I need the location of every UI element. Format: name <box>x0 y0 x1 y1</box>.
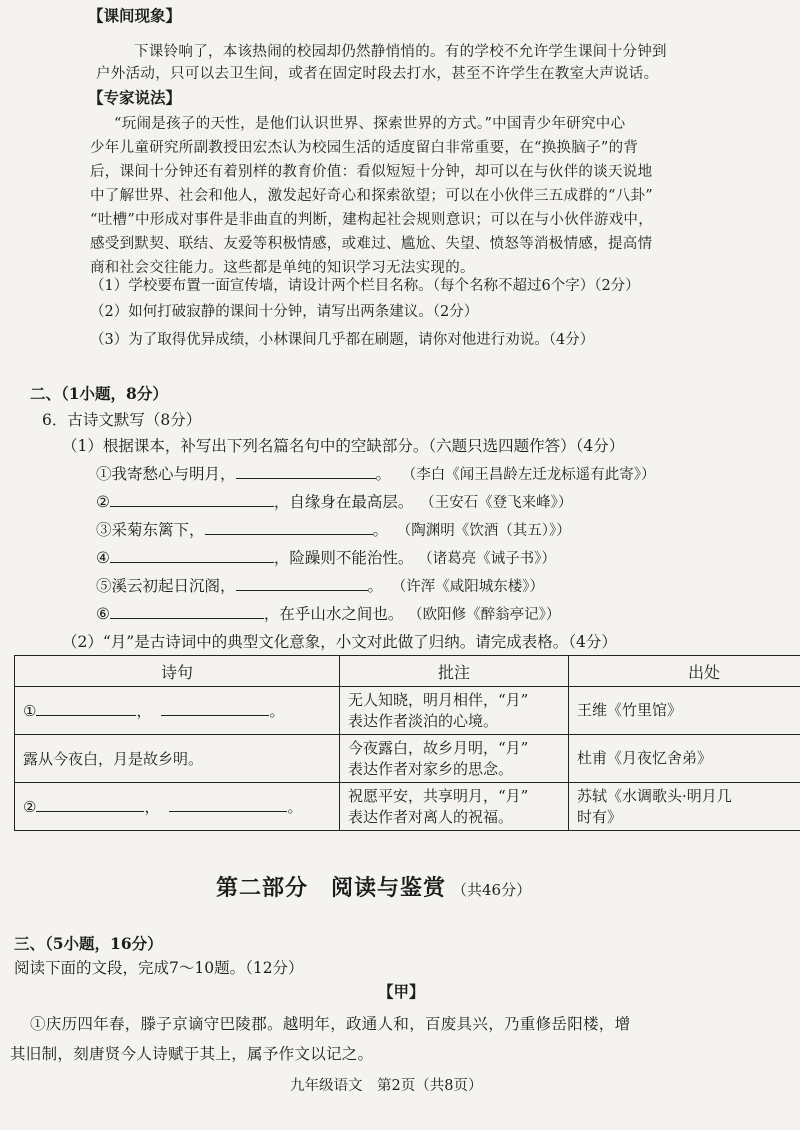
expert-line-5: “吐槽”中形成对事件是非曲直的判断，建构起社会规则意识；可以在与小伙伴游戏中， <box>90 212 654 228</box>
header-note: 批注 <box>340 656 569 687</box>
note-line: 无人知晓，明月相伴，“月” <box>348 690 529 709</box>
poem-item-prefix: ①我寄愁心与明月， <box>96 465 236 483</box>
source-line: 苏轼《水调歌头·明月几 <box>577 786 732 805</box>
expert-line-6: 感受到默契、联结、友爱等积极情感，或难过、尴尬、失望、愤怒等消极情感，提高情 <box>90 236 653 252</box>
expert-line-1: “玩闹是孩子的天性，是他们认识世界、探索世界的方式。”中国青少年研究中心 <box>114 116 626 132</box>
note-cell <box>340 783 569 831</box>
passage-line-1: ①庆历四年春，滕子京谪守巴陵郡。越明年，政通人和，百废具兴，乃重修岳阳楼，增 <box>30 1015 631 1033</box>
question-6-sub1: （1）根据课本，补写出下列名篇名句中的空缺部分。（六题只选四题作答）（4分） <box>62 437 625 455</box>
poem-item-source: （陶渊明《饮酒（其五）》） <box>404 523 571 539</box>
answer-blank[interactable] <box>36 701 136 716</box>
poem-item-suffix: 。 <box>367 577 384 595</box>
expert-line-2: 少年儿童研究所副教授田宏杰认为校园生活的适度留白非常重要，在“换换脑子”的背 <box>90 140 639 156</box>
poem-item-source: （王安石《登飞来峰》） <box>427 495 573 511</box>
passage-line-2: 其旧制，刻唐贤今人诗赋于其上，属予作文以记之。 <box>10 1045 374 1063</box>
answer-blank[interactable] <box>36 797 144 812</box>
poem-item-1 <box>96 464 656 485</box>
verse-cell <box>15 687 340 735</box>
poem-item-source: （欧阳修《醉翁亭记》） <box>415 607 561 623</box>
answer-blank[interactable] <box>205 520 373 535</box>
note-line: 今夜露白，故乡月明，“月” <box>348 738 529 757</box>
section-2-header: 二、（1小题，8分） <box>30 384 168 403</box>
question-1: （1）学校要布置一面宣传墙，请设计两个栏目名称。（每个名称不超过6个字）（2分） <box>90 278 640 294</box>
poem-item-prefix: ② <box>96 493 110 511</box>
answer-blank[interactable] <box>110 604 264 619</box>
section-3-header: 三、（5小题，16分） <box>14 934 163 953</box>
source-line: 杜甫《月夜忆舍弟》 <box>577 749 713 767</box>
verse-number: ② <box>23 798 37 816</box>
poem-item-suffix: ，在乎山水之间也。 <box>263 605 404 623</box>
table-row <box>15 687 800 735</box>
table-row <box>15 735 800 783</box>
poem-item-prefix: ③采菊东篱下， <box>96 521 205 539</box>
label-jia: 【甲】 <box>378 982 425 1001</box>
answer-blank[interactable] <box>236 464 376 479</box>
heading-expert: 【专家说法】 <box>88 88 182 107</box>
expert-line-7: 商和社会交往能力。这些都是单纯的知识学习无法实现的。 <box>90 260 475 276</box>
verse-end: 。 <box>287 798 303 816</box>
note-line: 表达作者对离人的祝福。 <box>348 807 514 826</box>
expert-line-4: 中了解世界、社会和他人，激发起好奇心和探索欲望；可以在小伙伴三五成群的“八卦” <box>90 188 654 204</box>
note-cell <box>340 687 569 735</box>
note-line: 表达作者对家乡的思念。 <box>348 759 514 778</box>
question-6-title: 6．古诗文默写（8分） <box>42 411 202 429</box>
part-2-title-block <box>216 874 531 904</box>
poem-item-suffix: 。 <box>372 521 389 539</box>
answer-blank[interactable] <box>110 492 274 507</box>
answer-blank[interactable] <box>161 701 269 716</box>
page-footer: 九年级语文 第2页（共8页） <box>290 1078 483 1094</box>
verse-comma: ， <box>144 798 160 816</box>
question-6-sub2: （2）“月”是古诗词中的典型文化意象，小文对此做了归纳。请完成表格。（4分） <box>62 633 617 651</box>
poem-item-4 <box>96 548 556 569</box>
part-2-title: 第二部分 阅读与鉴赏 <box>216 875 447 901</box>
phenomenon-line-1: 下课铃响了，本该热闹的校园却仍然静悄悄的。有的学校不允许学生课间十分钟到 <box>134 44 667 60</box>
verse-end: 。 <box>269 702 285 720</box>
expert-line-3: 后，课间十分钟还有着别样的教育价值：看似短短十分钟，却可以在与伙伴的谈天说地 <box>90 164 653 180</box>
poem-item-source: （许浑《咸阳城东楼》） <box>399 579 545 595</box>
header-source: 出处 <box>569 656 800 687</box>
question-2: （2）如何打破寂静的课间十分钟，请写出两条建议。（2分） <box>90 304 479 320</box>
source-line: 时有》 <box>577 807 623 826</box>
answer-blank[interactable] <box>236 576 368 591</box>
poem-item-source: （诸葛亮《诫子书》） <box>425 551 556 567</box>
poem-item-source: （李白《闻王昌龄左迁龙标遥有此寄》） <box>409 467 656 483</box>
source-cell <box>569 687 800 735</box>
verse-cell <box>15 783 340 831</box>
reading-instruction: 阅读下面的文段，完成7～10题。（12分） <box>14 959 304 977</box>
note-line: 表达作者淡泊的心境。 <box>348 711 499 730</box>
poem-item-suffix: ，自缘身在最高层。 <box>273 493 414 511</box>
table-header-row <box>15 656 800 687</box>
verse-comma: ， <box>136 702 152 720</box>
poem-item-suffix: 。 <box>375 465 392 483</box>
poem-item-prefix: ④ <box>96 549 110 567</box>
note-line: 祝愿平安，共享明月，“月” <box>348 786 529 805</box>
poem-item-5 <box>96 576 544 597</box>
verse-number: ① <box>23 702 37 720</box>
header-verse: 诗句 <box>15 656 340 687</box>
poem-item-prefix: ⑥ <box>96 605 110 623</box>
source-line: 王维《竹里馆》 <box>577 701 683 719</box>
part-2-score: （共46分） <box>452 881 532 899</box>
question-3: （3）为了取得优异成绩，小林课间几乎都在刷题，请你对他进行劝说。（4分） <box>90 332 595 348</box>
poem-item-3 <box>96 520 571 541</box>
verse-cell <box>15 735 340 783</box>
poem-item-2 <box>96 492 572 513</box>
phenomenon-line-2: 户外活动，只可以去卫生间，或者在固定时段去打水，甚至不许学生在教室大声说话。 <box>96 66 659 82</box>
heading-phenomenon: 【课间现象】 <box>88 6 182 25</box>
poem-item-6 <box>96 604 560 625</box>
note-cell <box>340 735 569 783</box>
verse-text: 露从今夜白，月是故乡明。 <box>23 750 204 768</box>
source-cell <box>569 735 800 783</box>
table-row <box>15 783 800 831</box>
source-cell <box>569 783 800 831</box>
moon-imagery-table <box>14 655 800 831</box>
poem-item-prefix: ⑤溪云初起日沉阁， <box>96 577 236 595</box>
answer-blank[interactable] <box>169 797 287 812</box>
answer-blank[interactable] <box>110 548 274 563</box>
poem-item-suffix: ，险躁则不能治性。 <box>273 549 414 567</box>
